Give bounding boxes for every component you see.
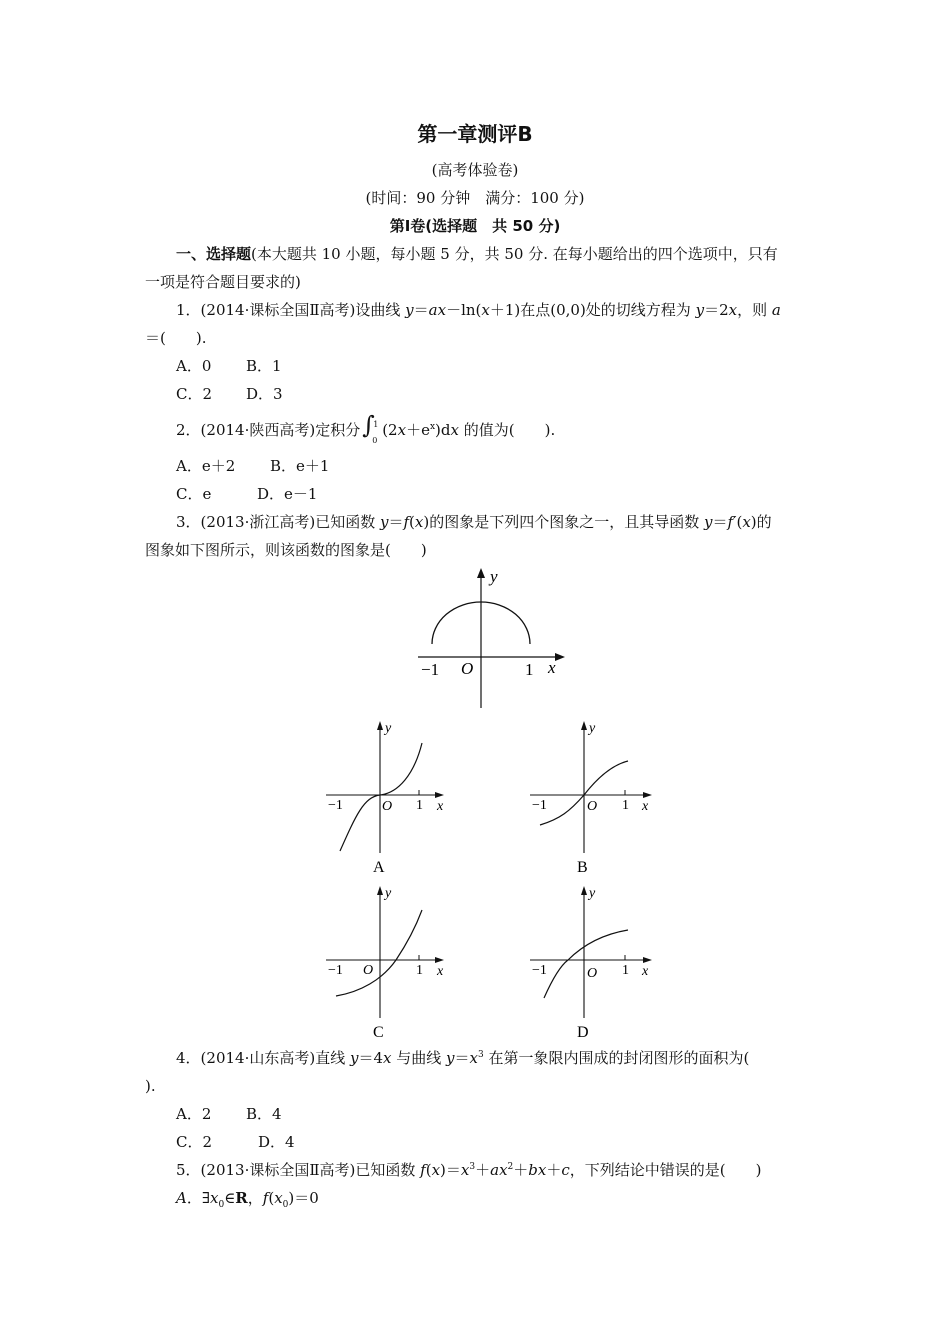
- y-axis-arrow-icon: [377, 886, 383, 895]
- integral-sign: ∫: [362, 411, 375, 439]
- y-axis-arrow-icon: [377, 721, 383, 730]
- q3-var: x: [742, 513, 751, 531]
- y-label: y: [589, 721, 596, 736]
- option-graph-b[interactable]: [524, 715, 664, 877]
- q5-opt-text: (: [268, 1189, 275, 1207]
- q3-var: y: [379, 513, 389, 531]
- q2-text: )d: [435, 421, 451, 439]
- x-axis-arrow-icon: [555, 653, 565, 661]
- y-label: y: [385, 886, 392, 901]
- q3-text: ＝: [712, 513, 728, 531]
- question-1-stem-line2: ＝( ).: [145, 329, 207, 347]
- q5-opt-var: x: [274, 1189, 283, 1207]
- q5-opt-text: )＝0: [288, 1189, 319, 1207]
- tick-label-1: 1: [622, 963, 629, 978]
- q3-text: ＝: [388, 513, 404, 531]
- curve: [340, 743, 422, 851]
- q1-text: ，则: [737, 301, 772, 319]
- y-label: y: [490, 567, 498, 586]
- tick-label-1: 1: [622, 798, 629, 813]
- q4-text: 与曲线: [391, 1049, 447, 1067]
- q5-sup: 2: [507, 1162, 514, 1172]
- derivative-graph: [410, 562, 570, 710]
- q5-opt-letter: A: [176, 1189, 187, 1207]
- q3-text: 3．(2013·浙江高考)已知函数: [176, 513, 380, 531]
- curve: [544, 930, 628, 998]
- origin-label: O: [363, 963, 374, 978]
- question-3-stem-line2: 图象如下图所示，则该函数的图象是( ): [145, 541, 427, 559]
- section-instructions: [176, 244, 778, 264]
- y-axis-arrow-icon: [581, 721, 587, 730]
- option-graph-c[interactable]: [320, 880, 460, 1042]
- q2-text: 的值为( ).: [458, 421, 556, 439]
- page-title: 第一章测评B: [417, 122, 533, 146]
- q2-text: (2: [382, 421, 398, 439]
- q1-text: ＝2: [704, 301, 729, 319]
- integral-upper: 1: [373, 420, 379, 429]
- q5-var: c: [561, 1161, 570, 1179]
- q2-sup: x: [429, 422, 436, 432]
- q5-option-a[interactable]: [176, 1188, 319, 1208]
- question-5-stem: [176, 1160, 761, 1180]
- q2-option-b[interactable]: B．e＋1: [270, 457, 330, 475]
- x-axis-arrow-icon: [435, 792, 444, 798]
- part-heading: [0, 216, 950, 236]
- q4-text: 在第一象限内围成的封闭图形的面积为(: [483, 1049, 750, 1067]
- origin-label: O: [461, 659, 474, 678]
- q4-var: y: [446, 1049, 455, 1067]
- question-4-stem: [176, 1048, 749, 1068]
- q5-text: ，下列结论中错误的是( ): [569, 1161, 762, 1179]
- q2-option-c[interactable]: C．e: [176, 485, 212, 503]
- q1-var: x: [481, 301, 490, 319]
- exam-meta: (时间：90 分钟 满分：100 分): [365, 189, 585, 207]
- q5-text: )＝: [440, 1161, 461, 1179]
- q1-text: ＋1)在点(0,0)处的切线方程为: [489, 301, 696, 319]
- q2-text: 2．(2014·陕西高考)定积分: [176, 421, 361, 439]
- q3-text: (: [409, 513, 415, 531]
- x-label: x: [642, 964, 649, 979]
- q2-option-d[interactable]: D．e－1: [257, 485, 318, 503]
- q1-var: y: [405, 301, 414, 319]
- q1-text: ＝: [413, 301, 429, 319]
- section-heading: 一、选择题: [176, 245, 252, 263]
- q3-var: f: [403, 513, 410, 531]
- q3-text: )的: [750, 513, 772, 531]
- q5-var: f: [420, 1161, 426, 1179]
- q5-var: x: [431, 1161, 441, 1179]
- q5-text: ＋: [475, 1161, 491, 1179]
- x-label: x: [548, 658, 556, 677]
- x-label: x: [437, 799, 444, 814]
- q5-opt-text: ．∃: [186, 1189, 210, 1207]
- tick-label-neg1: −1: [328, 963, 343, 978]
- option-graph-d[interactable]: [524, 880, 664, 1042]
- q5-text: (: [425, 1161, 432, 1179]
- integral-symbol: [360, 411, 382, 445]
- y-label: y: [589, 886, 596, 901]
- tick-label-1: 1: [416, 798, 423, 813]
- q3-var: f′: [727, 513, 737, 531]
- q5-opt-text: ∈: [224, 1189, 236, 1207]
- x-label: x: [437, 964, 444, 979]
- origin-label: O: [587, 966, 598, 981]
- q5-opt-var: x: [209, 1189, 219, 1207]
- q5-var: x: [460, 1161, 470, 1179]
- tick-label-neg1: −1: [532, 798, 547, 813]
- q5-sup: 3: [469, 1162, 476, 1172]
- question-3-stem: [176, 512, 772, 532]
- q1-text: －ln(: [446, 301, 482, 319]
- q4-var: x: [383, 1049, 392, 1067]
- origin-label: O: [382, 799, 393, 814]
- y-label: y: [385, 721, 392, 736]
- x-axis-arrow-icon: [643, 792, 652, 798]
- y-axis-arrow-icon: [477, 568, 485, 578]
- subtitle: (高考体验卷): [431, 161, 519, 179]
- q1-var: ax: [428, 301, 447, 319]
- q1-text: 1．(2014·课标全国Ⅱ高考)设曲线: [176, 301, 406, 319]
- q3-var: x: [414, 513, 424, 531]
- x-axis-arrow-icon: [435, 957, 444, 963]
- graph-caption: A: [373, 859, 385, 876]
- q1-var: y: [695, 301, 705, 319]
- q5-opt-text: ，: [247, 1189, 263, 1207]
- q3-text: )的图象是下列四个图象之一，且其导函数: [423, 513, 704, 531]
- question-4-stem-line2: ).: [145, 1077, 156, 1095]
- q1-option-c[interactable]: C．2: [176, 385, 213, 403]
- q5-opt-var: f: [262, 1189, 269, 1207]
- q4-sup: 3: [477, 1050, 484, 1060]
- q4-text: 4．(2014·山东高考)直线: [176, 1049, 350, 1067]
- q1-var: a: [771, 301, 781, 319]
- q1-option-a[interactable]: A．0: [176, 357, 212, 375]
- x-label: x: [642, 799, 649, 814]
- q4-option-d[interactable]: D．4: [258, 1133, 295, 1151]
- q5-opt-sub: 0: [218, 1200, 225, 1210]
- q5-text: ＋: [546, 1161, 562, 1179]
- option-graph-a[interactable]: [320, 715, 460, 877]
- tick-label-neg1: −1: [421, 660, 440, 679]
- origin-label: O: [587, 799, 598, 814]
- tick-label-neg1: −1: [328, 798, 343, 813]
- q4-option-b[interactable]: B．4: [246, 1105, 282, 1123]
- graph-caption: B: [577, 859, 588, 876]
- q2-text: ＋e: [406, 421, 430, 439]
- q1-var: x: [728, 301, 738, 319]
- question-2-stem: [176, 411, 556, 445]
- q5-text: 5．(2013·课标全国Ⅱ高考)已知函数: [176, 1161, 421, 1179]
- q5-var: ax: [490, 1161, 508, 1179]
- q1-option-b[interactable]: B．1: [246, 357, 282, 375]
- part-heading-text: 第Ⅰ卷(选择题 共 50 分): [389, 217, 561, 235]
- q2-var: x: [450, 421, 459, 439]
- q4-var: y: [349, 1049, 359, 1067]
- q4-text: ＝: [454, 1049, 470, 1067]
- q4-option-c[interactable]: C．2: [176, 1133, 213, 1151]
- q4-var: x: [469, 1049, 478, 1067]
- q3-var: y: [703, 513, 713, 531]
- integral-lower: 0: [372, 436, 378, 445]
- section-instr-1: (本大题共 10 小题，每小题 5 分，共 50 分. 在每小题给出的四个选项中，只有: [251, 245, 778, 263]
- y-axis-arrow-icon: [581, 886, 587, 895]
- q2-var: x: [397, 421, 407, 439]
- x-axis-arrow-icon: [643, 957, 652, 963]
- q5-text: ＋: [513, 1161, 529, 1179]
- q4-text: ＝4: [358, 1049, 383, 1067]
- q5-opt-sub: 0: [282, 1200, 289, 1210]
- tick-label-neg1: −1: [532, 963, 547, 978]
- curve: [336, 910, 422, 996]
- q2-option-a[interactable]: A．e＋2: [176, 457, 236, 475]
- section-instr-line2: 一项是符合题目要求的): [145, 273, 301, 291]
- q5-opt-set: R: [235, 1189, 248, 1207]
- question-1-stem: [176, 300, 781, 320]
- graph-caption: C: [373, 1024, 384, 1041]
- q3-text: (: [736, 513, 743, 531]
- tick-label-1: 1: [525, 660, 534, 679]
- q4-option-a[interactable]: A．2: [176, 1105, 212, 1123]
- q5-var: bx: [528, 1161, 547, 1179]
- q1-option-d[interactable]: D．3: [246, 385, 283, 403]
- graph-caption: D: [577, 1024, 589, 1041]
- tick-label-1: 1: [416, 963, 423, 978]
